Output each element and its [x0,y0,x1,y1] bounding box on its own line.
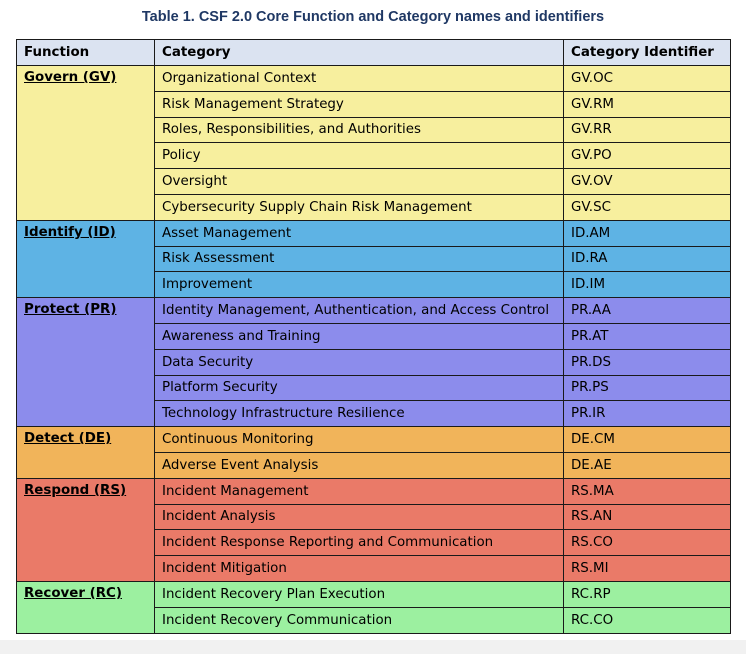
function-cell [17,220,155,297]
category-identifier-cell: GV.PO [564,143,731,169]
header-category-identifier: Category Identifier [564,40,731,66]
table-row [17,581,731,607]
category-cell: Roles, Responsibilities, and Authorities [155,117,564,143]
category-identifier-cell: PR.IR [564,401,731,427]
category-cell: Risk Assessment [155,246,564,272]
table-header [17,40,731,66]
table-row [17,298,731,324]
function-cell [17,66,155,221]
function-cell [17,427,155,479]
function-name: Recover (RC) [24,585,122,601]
category-cell: Technology Infrastructure Resilience [155,401,564,427]
category-identifier-cell: PR.AA [564,298,731,324]
category-identifier-cell: GV.SC [564,194,731,220]
category-cell: Incident Response Reporting and Communication [155,530,564,556]
category-cell: Data Security [155,349,564,375]
category-cell: Cybersecurity Supply Chain Risk Management [155,194,564,220]
category-identifier-cell: RC.CO [564,607,731,633]
category-cell: Risk Management Strategy [155,91,564,117]
category-identifier-cell: ID.RA [564,246,731,272]
function-name: Identify (ID) [24,224,116,240]
category-identifier-cell: DE.AE [564,452,731,478]
category-identifier-cell: GV.RM [564,91,731,117]
category-cell: Organizational Context [155,66,564,92]
category-identifier-cell: GV.OV [564,169,731,195]
table-caption: Table 1. CSF 2.0 Core Function and Category names and identifiers [141,9,605,25]
category-cell: Improvement [155,272,564,298]
function-name: Govern (GV) [24,70,117,85]
function-cell [17,298,155,427]
category-identifier-cell: DE.CM [564,427,731,453]
category-identifier-cell: RS.MI [564,556,731,582]
category-identifier-cell: RC.RP [564,581,731,607]
function-cell [17,581,155,633]
category-identifier-cell: PR.PS [564,375,731,401]
table-row [17,66,731,92]
category-identifier-cell: RS.MA [564,478,731,504]
category-identifier-cell: GV.OC [564,66,731,92]
category-identifier-cell: GV.RR [564,117,731,143]
category-cell: Platform Security [155,375,564,401]
header-function: Function [17,40,155,66]
category-identifier-cell: RS.CO [564,530,731,556]
category-cell: Adverse Event Analysis [155,452,564,478]
function-name: Detect (DE) [24,431,112,447]
category-cell: Incident Management [155,478,564,504]
category-identifier-cell: ID.AM [564,220,731,246]
category-identifier-cell: ID.IM [564,272,731,298]
csf-core-table [16,39,731,634]
table-body [17,66,731,634]
category-cell: Incident Recovery Plan Execution [155,581,564,607]
function-cell [17,478,155,581]
category-identifier-cell: RS.AN [564,504,731,530]
table-row [17,478,731,504]
category-cell: Policy [155,143,564,169]
category-cell: Oversight [155,169,564,195]
function-name: Respond (RS) [24,482,127,498]
category-identifier-cell: PR.AT [564,323,731,349]
category-cell: Asset Management [155,220,564,246]
category-cell: Incident Recovery Communication [155,607,564,633]
table-row [17,220,731,246]
category-identifier-cell: PR.DS [564,349,731,375]
table-row [17,427,731,453]
page-bottom-strip [0,640,746,654]
header-row [17,40,731,66]
category-cell: Awareness and Training [155,323,564,349]
category-cell: Incident Mitigation [155,556,564,582]
header-category: Category [155,40,564,66]
category-cell: Continuous Monitoring [155,427,564,453]
category-cell: Incident Analysis [155,504,564,530]
category-cell: Identity Management, Authentication, and Access Control [155,298,564,324]
function-name: Protect (PR) [24,302,117,318]
